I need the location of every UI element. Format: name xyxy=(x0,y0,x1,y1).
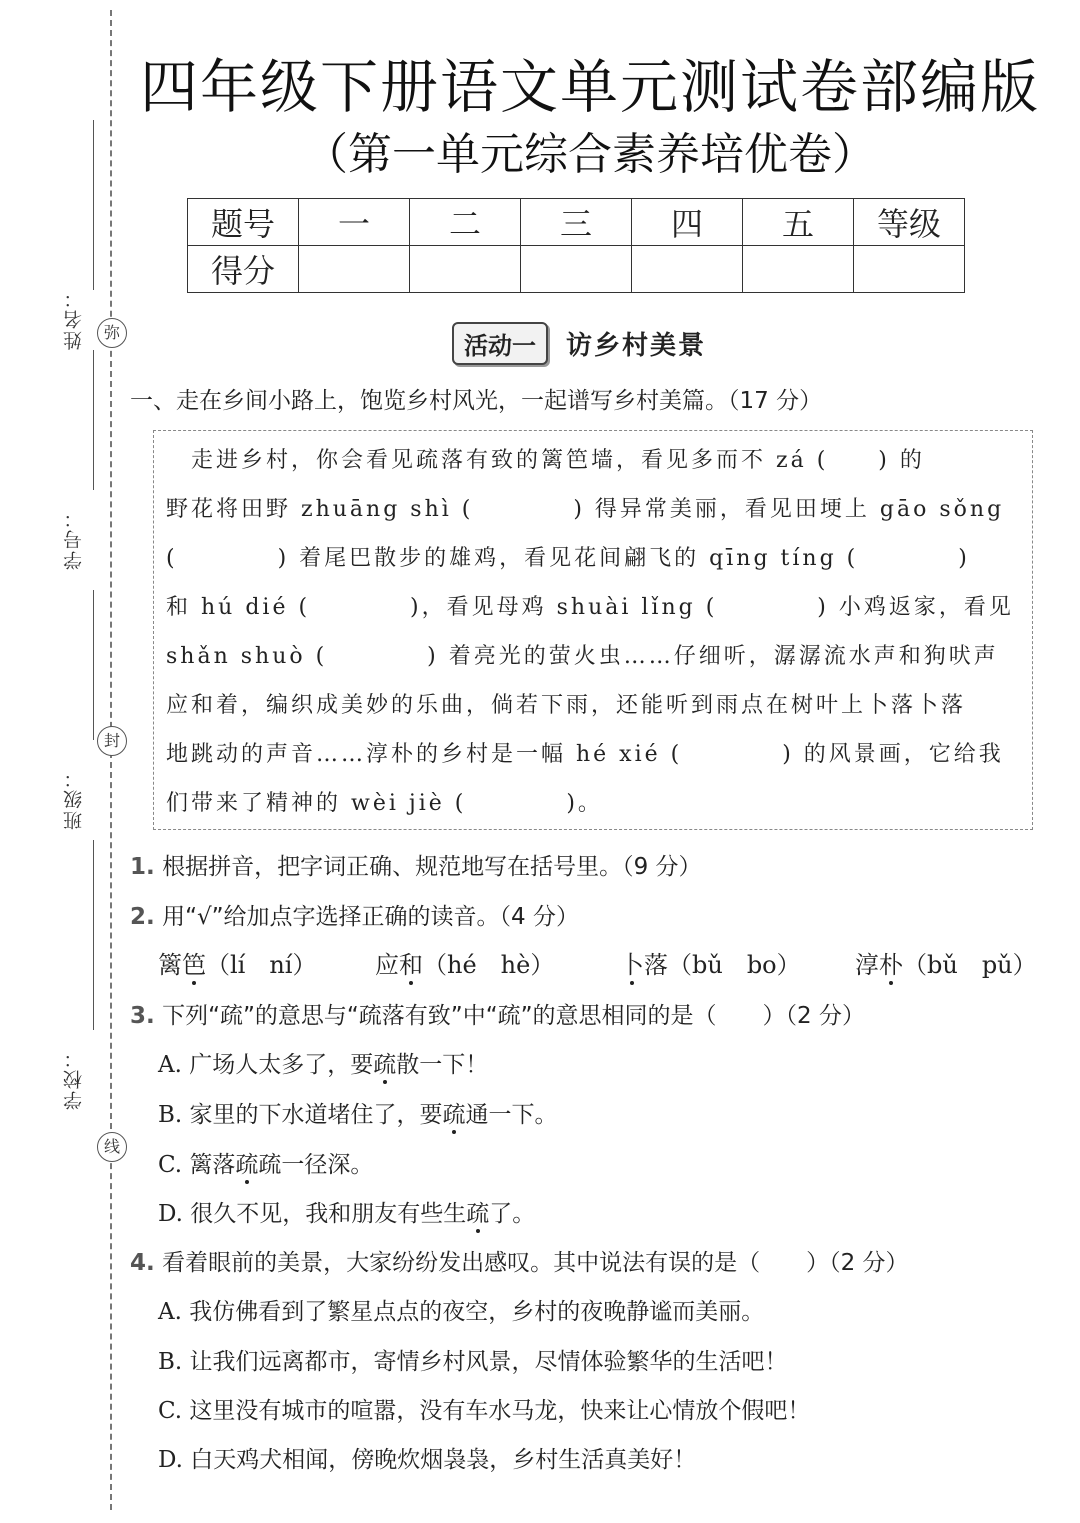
question-number: 3. xyxy=(130,1003,155,1029)
passage-box xyxy=(153,430,1033,830)
passage-line: 野花将田野 zhuāng shì ( ) 得异常美丽，看见田埂上 gāo sǒng xyxy=(166,497,1005,522)
reading-item[interactable] xyxy=(158,945,316,980)
name-rule xyxy=(93,120,94,290)
reading-item[interactable] xyxy=(620,945,801,980)
activity-header xyxy=(452,322,706,365)
score-header-cell: 题号 xyxy=(188,199,299,246)
option-text: 疏一径深。 xyxy=(258,1152,374,1178)
reading-options: （hé hè） xyxy=(423,951,555,979)
passage-line: 地跳动的声音……淳朴的乡村是一幅 hé xié ( ) 的风景画，它给我 xyxy=(166,742,1004,767)
option-text: B. 家里的下水道堵住了，要 xyxy=(158,1102,443,1128)
question-1 xyxy=(130,848,702,881)
reading-item[interactable] xyxy=(375,945,554,980)
option-text: A. 广场人太多了，要 xyxy=(158,1052,374,1078)
score-input-cell[interactable] xyxy=(521,246,632,293)
passage-line: 走进乡村，你会看见疏落有致的篱笆墙，看见多而不 zá ( ) 的 xyxy=(166,448,925,473)
question-text: 用“√”给加点字选择正确的读音。（4 分） xyxy=(162,904,579,930)
score-header-cell: 四 xyxy=(632,199,743,246)
seal-xian: 线 xyxy=(97,1132,127,1162)
choice-option[interactable] xyxy=(158,1096,558,1129)
question-text: 根据拼音，把字词正确、规范地写在括号里。（9 分） xyxy=(162,854,702,880)
score-header-cell: 一 xyxy=(299,199,410,246)
name-label: 姓名： xyxy=(63,287,85,350)
reading-char: 篱 xyxy=(158,951,182,979)
choice-option[interactable]: A. 我仿佛看到了繁星点点的夜空，乡村的夜晚静谧而美丽。 xyxy=(158,1299,765,1325)
dotted-char: 笆 xyxy=(182,951,206,979)
activity-title: 访乡村美景 xyxy=(566,331,707,361)
score-table-score-row xyxy=(188,246,965,293)
binding-dashed-line xyxy=(110,10,112,1510)
option-text: C. 篱落 xyxy=(158,1152,236,1178)
school-label: 学校： xyxy=(63,1047,85,1110)
score-header-cell: 等级 xyxy=(854,199,965,246)
choice-option[interactable]: C. 这里没有城市的喧嚣，没有车水马龙，快来让心情放个假吧！ xyxy=(158,1398,811,1424)
question-4 xyxy=(130,1244,909,1277)
passage-line: 应和着，编织成美妙的乐曲，倘若下雨，还能听到雨点在树叶上卜落卜落 xyxy=(166,693,967,718)
score-header-cell: 三 xyxy=(521,199,632,246)
class-label: 班级： xyxy=(63,767,85,830)
question-text: 看着眼前的美景，大家纷纷发出感叹。其中说法有误的是（ ）（2 分） xyxy=(162,1250,909,1276)
question-number: 1. xyxy=(130,854,155,880)
choice-option[interactable]: B. 让我们远离都市，寄情乡村风景，尽情体验繁华的生活吧！ xyxy=(158,1349,788,1375)
score-header-cell: 五 xyxy=(743,199,854,246)
seal-feng: 封 xyxy=(97,726,127,756)
score-input-cell[interactable] xyxy=(632,246,743,293)
activity-badge: 活动一 xyxy=(452,322,548,365)
student-id-label: 学号： xyxy=(63,507,85,570)
reading-options: 落（bǔ bo） xyxy=(644,951,801,979)
page-title: 四年级下册语文单元测试卷部编版 xyxy=(139,53,1040,121)
option-text: 了。 xyxy=(489,1201,536,1227)
section1-heading: 一、走在乡间小路上，饱览乡村风光，一起谱写乡村美篇。（17 分） xyxy=(130,388,823,414)
name-rule-lower xyxy=(93,350,94,490)
dotted-char: 卜 xyxy=(620,951,644,979)
score-table xyxy=(187,198,965,293)
score-header-cell: 二 xyxy=(410,199,521,246)
question-2 xyxy=(130,898,579,931)
score-table-header-row xyxy=(188,199,965,246)
choice-option[interactable] xyxy=(158,1046,488,1079)
student-id-rule xyxy=(93,590,94,740)
question-3 xyxy=(130,997,865,1030)
passage-line: 们带来了精神的 wèi jiè ( )。 xyxy=(166,791,603,816)
score-input-cell[interactable] xyxy=(410,246,521,293)
reading-item[interactable] xyxy=(855,945,1037,980)
reading-options: （lí ní） xyxy=(206,951,317,979)
choice-option[interactable] xyxy=(158,1195,535,1228)
question-text: 下列“疏”的意思与“疏落有致”中“疏”的意思相同的是（ ）（2 分） xyxy=(162,1003,865,1029)
score-input-cell[interactable] xyxy=(299,246,410,293)
seal-mi: 弥 xyxy=(97,318,127,348)
score-row-label: 得分 xyxy=(188,246,299,293)
score-input-cell[interactable] xyxy=(743,246,854,293)
dotted-char: 和 xyxy=(399,951,423,979)
option-text: D. 很久不见，我和朋友有些生 xyxy=(158,1201,467,1227)
option-text: 散一下！ xyxy=(396,1052,489,1078)
choice-option[interactable]: D. 白天鸡犬相闻，傍晚炊烟袅袅，乡村生活真美好！ xyxy=(158,1447,697,1473)
reading-char: 淳 xyxy=(855,951,879,979)
page-subtitle: （第一单元综合素养培优卷） xyxy=(304,129,876,180)
question-number: 2. xyxy=(130,904,155,930)
score-input-cell[interactable] xyxy=(854,246,965,293)
dotted-char: 朴 xyxy=(879,951,903,979)
option-text: 通一下。 xyxy=(465,1102,558,1128)
reading-options: （bǔ pǔ） xyxy=(903,951,1037,979)
dotted-char: 疏 xyxy=(442,1102,466,1128)
class-rule xyxy=(93,840,94,1030)
passage-line: shǎn shuò ( ) 着亮光的萤火虫……仔细听，潺潺流水声和狗吠声 xyxy=(166,644,999,669)
dotted-char: 疏 xyxy=(235,1152,259,1178)
passage-line: 和 hú dié ( )，看见母鸡 shuài lǐng ( ) 小鸡返家，看见 xyxy=(166,595,1014,620)
passage-line: ( ) 着尾巴散步的雄鸡，看见花间翩飞的 qīng tíng ( ) xyxy=(166,546,970,571)
reading-char: 应 xyxy=(375,951,399,979)
question-number: 4. xyxy=(130,1250,155,1276)
choice-option[interactable] xyxy=(158,1146,373,1179)
dotted-char: 疏 xyxy=(373,1052,397,1078)
dotted-char: 疏 xyxy=(466,1201,490,1227)
